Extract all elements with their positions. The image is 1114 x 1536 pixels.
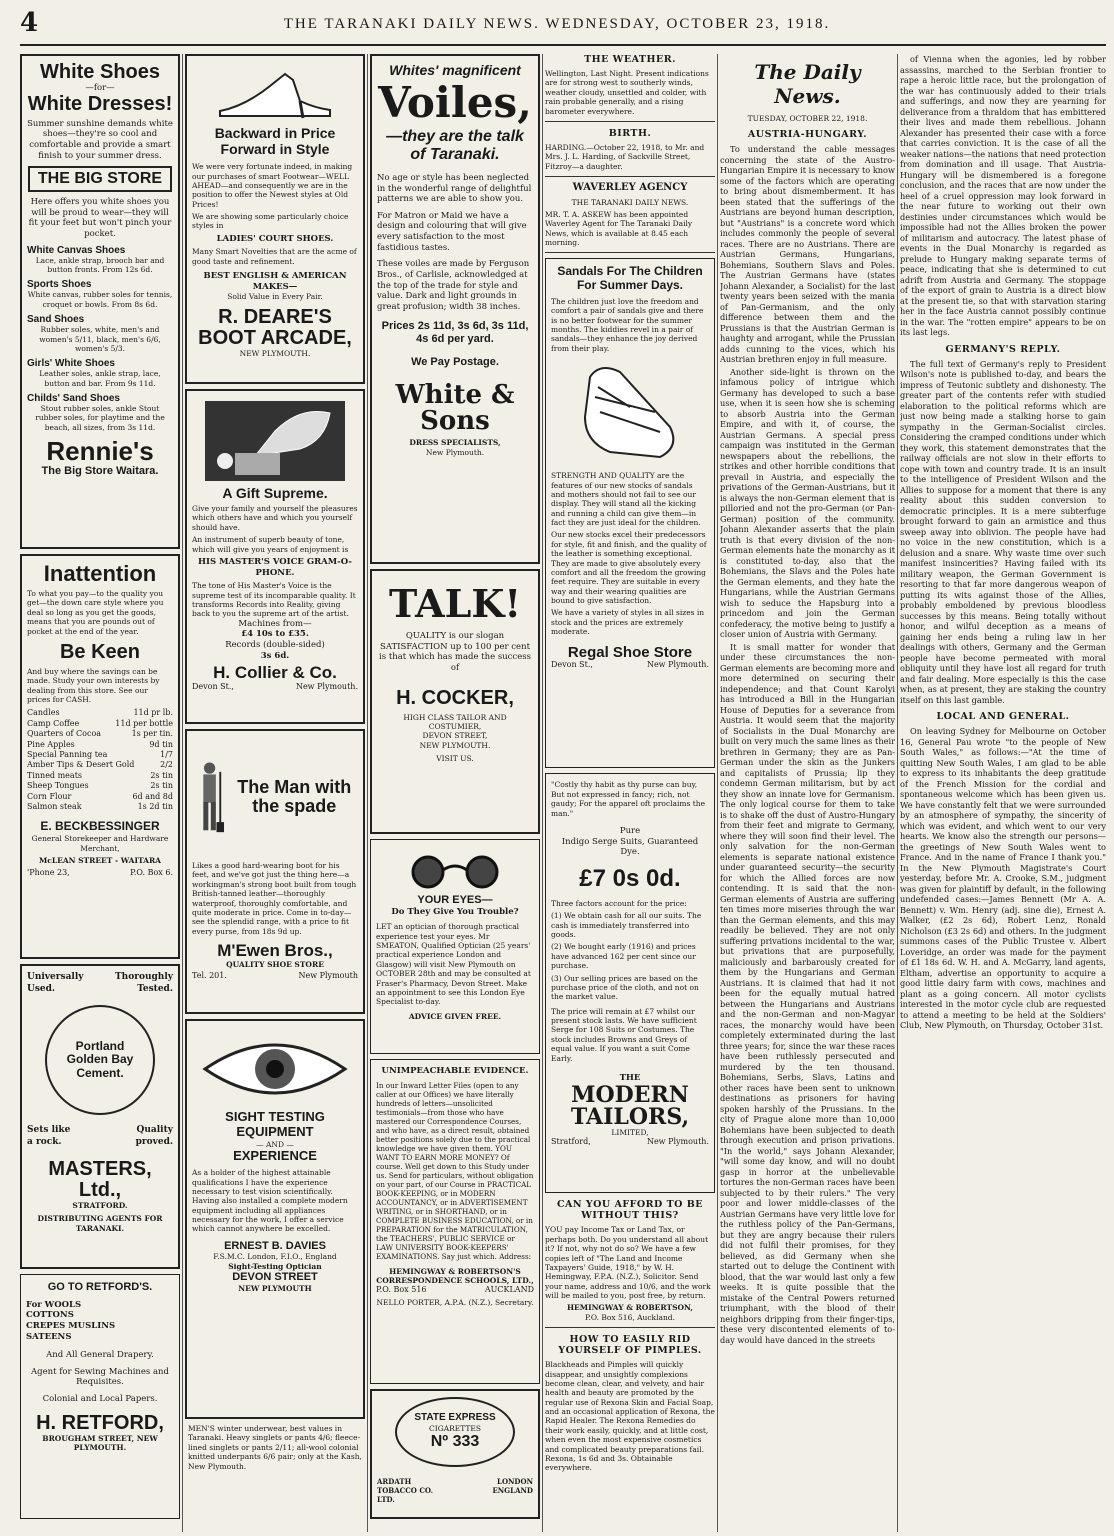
ad-text: Used.	[27, 983, 56, 994]
article-paragraph: It is small matter for wonder that under these circumstances the non-German elements are becoming more and more determined on securing their independence; and that Count Karolyi has introduced a Bill in the Hungarian House of Deputies for a severance from Austria. It would seem that the majority of Socialists in the Dual Monarchy are built on very much the same lines as their brethren in Germany; they are as Pan-German under the skin as the Junkers and capitalists of Prussia; lip they condemn German militarism, but by act they show an innate love for Germanism. The only logical course for them to take is to shake off the dust of Austro-Hungary from their feet and migrate to Germany, where they will soon find their level. The only salvation for the non-German elements is separate national existence under guaranteed security—the security for which the Allied forces are now contending. It is said that the non-German elements of Austria are suffering ten times more miseries through the war than the German elements, and this may readily be believed. They are not only suffering privations incidental to the war, but privations that are purposefully, maliciously and barbarously created for them by the Hungarians and German Austrians. It is claimed that had it not been for the equally mutual hatred between the Hungarians and Austrians and the non-German and non-Magyar races, the monarchy would have been completely exterminated during the last three years; for, since the war these races have been ruthlessly persecuted and murdered by the ten thousand. Bohemians, Serbs, Slavs, Latins and other races have been sent to unknown destinations as prisoners for having spoken harshly of the Prussians. In the city of Prague alone more than 10,000 Bohemians have been subjected to death through execution and prison privations. "In the world," says Johann Alexander, "will some day know, and will no doubt gasp in horror at the unbelievable tortures the non-German races have been subjected to by their rulers." The very poor and lower middle-classes of the Austrian Germans have very little love for the ruthless policy of the Pan-Germans, but they are angry because their rulers did not fulfil their promises, for they believed, as did Germany when she started out to deluge the Continent with blood, that the war would last only a few weeks. It is quite possible that the mistake of the Central Powers returned triumphant, with the blood of their neighbors dripping from their finger-tips, these very discontented elements of to-day would have danced in the streets	[720, 641, 895, 1345]
ad-text: ARDATH TOBACCO CO. LTD.	[377, 1477, 434, 1505]
column-6	[900, 54, 1106, 1532]
ad-text: THE	[619, 1072, 641, 1083]
ad-text: proved.	[135, 1137, 173, 1148]
store-name: E. BECKBESSINGER	[40, 819, 160, 834]
ad-text: —for—	[85, 83, 115, 93]
price-value: 1s 2d tin	[137, 801, 173, 811]
price: 3s 6d.	[260, 650, 290, 661]
ad-text: As a holder of the highest attainable qualifications I have the experience necessary to test vision scientifically. Having also installed a complete modern equipment including all appliances necessary for the work, I offer a service which cannot anywhere be excelled.	[192, 1168, 348, 1234]
ad-text: No age or style has been neglected in the wonderful range of delightful patterns we are able to show you.	[377, 172, 532, 205]
ad-text: LIMITED,	[611, 1127, 649, 1137]
price-row	[27, 771, 173, 781]
ad-text: Machines from—	[238, 618, 312, 629]
store-town: STRATFORD.	[72, 1200, 128, 1210]
article-paragraph: The full text of Germany's reply to President Wilson's note is published to-day, and bears the impress of Teutonic subtlety and dishonesty. The greater part of the contents refer with studied elaboration to the political reforms which are just now being made a stalking horse to gain sympathy in the German-Socialist circles. Considering the cramped conditions under which they work, this statement demonstrates that the railway officials are not slow in their efforts to cope with town and country trade. It is an insult to the intelligence of President Wilson and the Allies to suppose for a moment that there is any reality about this sudden conversion to democratic principles. It is a mere subterfuge brought forward to gain an armistice and thus sweep away into oblivion. The people have had no voice in the new constitution, which is a delusion and a snare. Why waste time over such manifest insincerities? Having failed with its military weapon, the German Government is resorting to that far more dangerous weapon of putting its wits against those of the Allies, probably emboldened by previous bloodless successes by this means. Being totally without honor, and wilful deception as a means of gaining her ends being a ruling law in her dealings with others, Germany and the German people have become permeated with moral obliquity until they have lost all regard for truth and fair dealing. More especially is this the case when, as at present, they are staking the country itself on this last gamble.	[900, 358, 1106, 705]
deare-advert	[185, 54, 365, 384]
store-box: P.O. Box 6.	[130, 868, 173, 878]
smeaton-advert	[370, 839, 540, 1054]
column-divider	[717, 54, 718, 1532]
price-item: Camp Coffee	[27, 718, 80, 728]
store-subtitle: QUALITY SHOE STORE	[226, 959, 324, 969]
ad-headline: Backward in Price	[214, 125, 336, 141]
price-item: Quarters of Cocoa	[27, 729, 102, 739]
spectacles-icon	[400, 850, 510, 890]
ad-text: And All General Drapery.	[46, 1350, 154, 1361]
ad-text: "Costly thy habit as thy purse can buy, But not expressed in fancy; rich, not gaudy; For the apparel oft proclaims the man."	[551, 780, 706, 818]
ad-text: Leather soles, ankle strap, lace, button and bar. From 9s 11d.	[39, 369, 161, 388]
store-address: DEVON STREET	[232, 1271, 318, 1284]
article-heading: AUSTRIA-HUNGARY.	[747, 129, 868, 141]
masthead-rule	[20, 44, 1106, 46]
article-paragraph: On leaving Sydney for Melbourne on October 16, General Pau wrote "to the people of New South Wales," as follows:—"At the time of quitting New South Wales, I am glad to be able to express to its inhabitants the deep gratitude of the French Mission for the cordial and spontaneous welcome which has been given us. We have constantly felt that we were surrounded by an atmosphere of sympathy, the sincerity of which was evident, and which went to our very hearts. We know also the strength our persons—the greetings of New South Wales went to France. And in the name of France I thank you." In the New Plymouth Magistrate's Court yesterday, before Mr. A. Crooke, S.M., judgment was given for plaintiff by default, in the following undefended cases:—James Bennett (Mr A. A. Bennett) v. Wm. Henry (adj. sine die), Ernest A. Walker, (£2 2s 6d), Robert Lenz, Ronald Nicholson (£3 2s 6d) and others. In the judgment summons cases of the Public Trustee v. Albert Loveridge, an order was made for the payment of £1 18s 6d. W. H. and A. McGarry, land agents, Eltham, advertise an opportunity to acquire a good little dairy farm with cows, machines and plant as a going concern. All motor cyclists interested in the motor cycle club are requested to attend a meeting to be held at the Soldiers' Club, New Plymouth, on Thursday, October 31st.	[900, 726, 1106, 1030]
beckbessinger-advert	[20, 554, 180, 959]
article-body	[900, 726, 1106, 1031]
ad-text: These voiles are made by Ferguson Bros., of Carlisle, acknowledged at the top of the trade for style and value. Dark and light grounds in great profusion; width 38 inches.	[377, 259, 530, 312]
price-list	[27, 708, 173, 812]
store-town: NEW PLYMOUTH	[238, 1283, 312, 1293]
ad-text: — AND —	[256, 1139, 294, 1149]
price-value: 6d and 8d	[132, 791, 173, 801]
ad-text: Thoroughly	[114, 972, 173, 982]
ad-text: An instrument of superb beauty of tone, which will give you years of enjoyment is	[192, 535, 349, 554]
store-name: R. DEARE'S BOOT ARCADE,	[198, 305, 352, 349]
article-heading: LOCAL AND GENERAL.	[936, 711, 1070, 722]
ad-text: Our new stocks excel their predecessors for style, fit and finish, and the quality of the leather is something exceptional. They are made to give absolutely every comfort and all the freedom the growing feet require. They are suitable in every way and their wearing qualities are bound to give satisfaction.	[551, 530, 707, 606]
price-value: 1/7	[160, 750, 173, 760]
price-value: 11d pr lb.	[133, 708, 173, 718]
modern-tailors-advert	[545, 773, 715, 1193]
store-town: New Plymouth.	[425, 447, 485, 457]
ad-text: For Matron or Maid we have a design and colouring that will give every satisfaction to the most fastidious tastes.	[377, 210, 527, 253]
ad-text: White canvas, rubber soles for tennis, croquet or bowls. From 8s 6d.	[27, 290, 173, 309]
cement-brand: Portland Golden Bay Cement.	[66, 1038, 134, 1081]
ad-text: We Pay Postage.	[411, 355, 499, 368]
product-name: HIS MASTER'S VOICE GRAM-O-PHONE.	[198, 556, 352, 578]
ad-text: Solid Value in Every Pair.	[227, 292, 323, 302]
kash-notice: MEN'S winter underwear, best values in Taranaki. Heavy singlets or pants 4/6; fleece-lined singlets or pants 2/11; all-wool colonial knitted underpants 6/6 pair; only at the Kash, New Plymouth.	[188, 1424, 362, 1471]
store-town: New Plymouth.	[646, 1136, 709, 1146]
ad-text: ADVICE GIVEN FREE.	[408, 1011, 502, 1021]
ad-text: DISTRIBUTING AGENTS FOR TARANAKI.	[37, 1214, 163, 1233]
ad-text: We have a variety of styles in all sizes in stock and the prices are extremely moderate.	[551, 608, 705, 637]
masthead-title: THE TARANAKI DAILY NEWS. WEDNESDAY, OCTOBER 23, 1918.	[283, 16, 831, 32]
store-town: AUCKLAND	[484, 1285, 534, 1295]
birth-heading: BIRTH.	[608, 127, 652, 139]
ad-text: LET an optician of thorough practical experience test your eyes. Mr SMEATON, Qualified Optician (25 years' practical experience London and Glasgow) will visit New Plymouth on OCTOBER 28th and may be consulted at Fraser's Pharmacy, Devon Street. Make an appointment to see this London Eye Specialist to-day.	[376, 922, 531, 1007]
store-name: HEMINGWAY & ROBERTSON'S CORRESPONDENCE SCHOOLS, LTD.,	[376, 1266, 534, 1285]
price-value: 11d per bottle	[115, 718, 173, 728]
price: Prices 2s 11d, 3s 6d, 3s 11d, 4s 6d per yard.	[381, 320, 529, 346]
store-phone: 'Phone 23,	[27, 868, 70, 878]
ad-headline: The Man with the spade	[237, 777, 352, 816]
ad-text: Sight-Testing Optician	[228, 1261, 322, 1271]
price-row	[27, 729, 173, 739]
mewen-advert	[185, 729, 365, 1014]
dateline: TUESDAY, OCTOBER 22, 1918.	[747, 114, 868, 123]
retford-advert	[20, 1274, 180, 1519]
price-row	[27, 760, 173, 770]
price-item: Candles	[27, 708, 60, 718]
man-with-spade-icon	[192, 737, 227, 857]
price-value: 2/2	[160, 760, 173, 770]
ad-text: Rubber soles, white, men's and women's 5/11, black, men's 6/6, women's 5/3.	[39, 325, 161, 353]
price-item: Special Panning tea	[27, 750, 108, 760]
waverley-text: MR. T. A. ASKEW has been appointed Waverley Agent for The Taranaki Daily News, which is available at 8.45 each morning.	[545, 209, 693, 247]
store-name: H. Collier & Co.	[213, 663, 337, 683]
store-town: NEW PLYMOUTH.	[239, 348, 311, 358]
ad-text: Quality	[136, 1125, 173, 1136]
ad-text: Agent for Sewing Machines and Requisites.	[31, 1366, 169, 1388]
state-express-advert	[370, 1389, 540, 1519]
article-body	[900, 359, 1106, 706]
shoe-icon	[215, 66, 335, 121]
birth-text: HARDING.—October 22, 1918, to Mr. and Mrs. J. L. Harding, of Sackville Street, Fitzroy—a daughter.	[545, 142, 705, 171]
waverley-heading: WAVERLEY AGENCY	[572, 182, 688, 193]
waverley-paper: THE TARANAKI DAILY NEWS.	[571, 197, 689, 207]
eye-icon	[200, 1031, 350, 1106]
ad-subhead: Sports Shoes	[27, 279, 92, 291]
sandal-icon	[570, 357, 690, 467]
ad-headline: Inattention	[43, 561, 157, 586]
pimples-heading: HOW TO EASILY RID YOURSELF OF PIMPLES.	[558, 1334, 702, 1357]
collier-advert	[185, 389, 365, 724]
pimples-text: Blackheads and Pimples will quickly disappear, and unsightly complexions become clean, clear, and velvety, and hair health and beauty are promoted by the regular use of Rexona Skin and Facial Soap, and an occasional application of Rexona, the Rapid Healer. The Rexona Remedies do their work easily, quickly, and at little cost, when even the most expensive cosmetics and complicated beauty preparations fail. Rexona, 1s 6d and 3s. Obtainable everywhere.	[545, 1360, 715, 1473]
state-express-seal-icon	[395, 1397, 515, 1467]
price-item: Corn Flour	[27, 791, 72, 801]
ad-text: QUALITY is our slogan SATISFACTION up to 100 per cent is that which has made the success of	[379, 631, 531, 673]
store-town: New Plymouth	[298, 971, 358, 981]
tax-heading: CAN YOU AFFORD TO BE WITHOUT THIS?	[556, 1199, 704, 1222]
store-footer: The Big Store Waitara.	[41, 465, 159, 478]
ad-text: We are showing some particularly choice styles in	[192, 212, 349, 231]
ad-subhead: Sand Shoes	[27, 314, 85, 326]
ad-headline: EXPERIENCE	[233, 1148, 317, 1164]
ad-text: The price will remain at £7 whilst our present stock lasts. We have sufficient Serge for 108 Suits or Costumes. The stock includes Browns and Greys of equal value. If you want a suit Come Early.	[551, 1006, 697, 1063]
ad-text: The children just love the freedom and comfort a pair of sandals give and there is no better footwear for the summer months. The kiddies revel in a pair of sandals—they enhance the joy derived from their play.	[551, 296, 704, 353]
store-address: DEVON STREET,	[422, 731, 488, 741]
ad-text: LONDON ENGLAND	[492, 1477, 533, 1496]
ad-subhead: White Canvas Shoes	[27, 244, 126, 256]
ad-headline: Be Keen	[59, 640, 141, 663]
regal-shoe-advert	[545, 258, 715, 768]
ad-text: STRENGTH AND QUALITY are the features of our new stocks of sandals and mothers should not fail to see our display. They will stand all the kicking and running a child can give them—in fact they are just ideal for the children.	[551, 471, 701, 528]
store-phone: Tel. 201.	[192, 971, 227, 981]
price-item: Salmon steak	[27, 801, 82, 811]
gramophone-icon	[205, 401, 345, 481]
article-heading: GERMANY'S REPLY.	[945, 343, 1061, 355]
store-name: Regal Shoe Store	[567, 643, 693, 661]
store-address: BROUGHAM STREET, NEW PLYMOUTH.	[42, 1433, 158, 1453]
store-address: Devon St.,	[551, 660, 593, 670]
store-town: New Plymouth.	[646, 660, 709, 670]
ad-headline: Whites' magnificent	[389, 62, 521, 78]
column-divider	[897, 54, 898, 1532]
ad-text: NELLO PORTER, A.P.A. (N.Z.), Secretary.	[376, 1297, 534, 1307]
masters-advert	[20, 964, 180, 1269]
ad-subhead: BEST ENGLISH & AMERICAN MAKES—	[203, 271, 347, 292]
store-name: H. RETFORD,	[36, 1411, 164, 1434]
column-5	[720, 54, 895, 1532]
ad-text: (1) We obtain cash for all our suits. The cash is immediately transferred into goods.	[551, 911, 702, 940]
price-item: Sheep Tongues	[27, 781, 89, 791]
store-town: Stratford,	[551, 1136, 591, 1146]
ad-text: Indigo Serge Suits, Guaranteed Dye.	[561, 836, 699, 858]
column-4	[545, 54, 715, 1532]
store-name: White & Sons	[395, 380, 515, 437]
store-subtitle: DRESS SPECIALISTS,	[409, 438, 501, 448]
ad-text: Tested.	[137, 983, 173, 994]
brand-number: Nº 333	[430, 1433, 480, 1451]
article-continuation	[900, 54, 1106, 338]
ad-headline: TALK!	[388, 581, 522, 626]
ad-text: Stout rubber soles, ankle Stout rubber soles, for playtime and the beach, all sizes, from 3s 11d.	[35, 404, 165, 432]
store-address: Devon St.,	[192, 682, 234, 692]
ad-text: Give your family and yourself the pleasures which others have and which you yourself should have.	[192, 504, 358, 532]
price-value: 2s tin	[150, 781, 173, 791]
ad-text: Likes a good hard-wearing boot for his feet, and we've got just the thing here—a workingman's strong boot built from tough British-tanned leather—thoroughly waterproof, thoroughly comfortable, and quite moderate in price. Come in to-day—see the splendid range, with a price to fit every purse, from 18s 9d up.	[192, 861, 357, 936]
article-paragraph: Another side-light is thrown on the infamous policy of intrigue which Germany has developed to such a base use, when it is seen how she is scheming to absorb Austria into the German Empire, and with it, of course, the Austrian Germans. A special press campaign was instituted in the German newspapers about the rebellions, the strikes and other horrible conditions that prevail in Austria, and especially the privations of the German-Austrians, but it is always the non-German element that is pilloried and not the pro-German (or Pan-German) position of the community. Johann Alexander asserts that the plain truth is that every division of the non-German elements hate the monarchy as it is constituted to-day, also that the Bohemians, the Slavs and the Poles hate the German elements, and they hate the Hungarians, while the Austrian Germans wish to seduce the Hapsburg into a princedom and join the German confederacy, the motive being to justify a closer union of Austria with Germany.	[720, 366, 895, 640]
paper-nameplate: The Daily News.	[754, 60, 861, 108]
ad-text: Sets like	[27, 1125, 71, 1136]
ad-headline: Voiles,	[378, 78, 532, 128]
ad-headline: YOUR EYES—	[417, 894, 493, 906]
price-row	[27, 781, 173, 791]
ad-text: For WOOLS COTTONS CREPES MUSLINS SATEENS	[26, 1299, 116, 1342]
ad-text: CIGARETTES	[429, 1423, 481, 1433]
ad-headline: —they are the talk of Taranaki.	[386, 128, 524, 164]
article-body	[720, 144, 895, 1345]
column-1	[20, 54, 180, 1532]
store-name: M'Ewen Bros.,	[217, 941, 333, 960]
cement-seal-icon	[45, 1005, 155, 1115]
column-3	[370, 54, 540, 1532]
store-name: ERNEST B. DAVIES	[224, 1239, 326, 1252]
price-row	[27, 740, 173, 750]
brand-name: STATE EXPRESS	[414, 1412, 496, 1424]
ad-text: Universally	[27, 972, 84, 982]
price-row	[27, 792, 173, 802]
ad-text: To what you pay—to the quality you get—the down care style where you deal so long as you get the goods, means that you are pounds out of pocket at the end of the year.	[27, 589, 164, 636]
ad-text: HIGH CLASS TAILOR AND COSTUMIER,	[403, 712, 507, 731]
ad-text: VISIT US.	[436, 754, 474, 763]
ad-text: Records (double-sided)	[225, 639, 325, 650]
tax-advertiser: HEMINGWAY & ROBERTSON,	[566, 1303, 694, 1313]
store-name: Rennie's	[46, 436, 154, 467]
column-divider	[182, 54, 183, 1532]
store-name: H. COCKER,	[396, 686, 514, 709]
price-item: Tinned meats	[27, 770, 83, 780]
price: £7 0s 0d.	[579, 864, 681, 892]
price-value: 2s tin	[150, 770, 173, 780]
rennies-advert	[20, 54, 180, 549]
ad-headline: UNIMPEACHABLE EVIDENCE.	[381, 1066, 529, 1076]
ad-text: Three factors account for the price:	[551, 898, 687, 908]
store-town: New Plymouth.	[295, 682, 358, 692]
ad-text: Many Smart Novelties that are the acme of good taste and refinement.	[192, 247, 357, 266]
ad-headline: Sandals For The Children For Summer Days.	[557, 264, 703, 293]
price: £4 10s to £35.	[241, 629, 309, 640]
ad-text: Summer sunshine demands white shoes—they're so cool and comfortable and provide a smart finish to your summer dress.	[27, 118, 173, 161]
ad-text: (2) We bought early (1916) and prices have advanced 162 per cent since our purchase.	[551, 942, 696, 971]
white-sons-advert	[370, 54, 540, 564]
ad-headline: EQUIPMENT	[236, 1123, 314, 1139]
ad-text: The tone of His Master's Voice is the supreme test of its incomparable quality. It transforms Records into Reality, giving back to you the supreme art of the artist.	[192, 581, 356, 619]
ad-text: (3) Our selling prices are based on the purchase price of the cloth, and not on the market value.	[551, 973, 699, 1002]
weather-text: Wellington, Last Night. Present indications are for strong west to southerly winds, weather cloudy, unsettled and colder, with rain probable generally, and a rising barometer everywhere.	[545, 69, 709, 116]
ad-text: General Storekeeper and Hardware Merchant,	[31, 834, 169, 853]
ad-headline: Forward in Style	[220, 141, 330, 158]
tax-box: P.O. Box 516, Auckland.	[585, 1312, 675, 1322]
price-item: Amber Tips & Desert Gold	[27, 760, 135, 770]
ad-headline: SIGHT TESTING	[225, 1109, 325, 1124]
hemingway-advert	[370, 1059, 540, 1384]
ad-headline: White Shoes	[39, 61, 160, 83]
ad-subhead: Girls' White Shoes	[27, 358, 115, 370]
davies-advert	[185, 1019, 365, 1419]
price-row	[27, 719, 173, 729]
ad-subhead: Do They Give You Trouble?	[391, 906, 519, 917]
ad-text: Colonial and Local Papers.	[42, 1394, 158, 1405]
column-2	[185, 54, 365, 1532]
ad-headline: GO TO RETFORD'S.	[47, 1281, 153, 1293]
store-name: MASTERS, Ltd.,	[48, 1157, 152, 1201]
ad-text: We were very fortunate indeed, in making our purchases of smart Footwear—WELL AHEAD—and consequently we are in the position to offer the Newest styles at Old Prices!	[192, 162, 353, 209]
price-row	[27, 802, 173, 812]
price-row	[27, 708, 173, 718]
ad-text: In our Inward Letter Files (open to any caller at our Offices) we have literally hundreds of letters—unsolicited testimonials—from those who have mastered our Correspondence Courses, and who have, as a direct result, obtained better positions solely due to the practical knowledge we have given them. YOU WANT TO EARN MORE MONEY? Of course. Well get down to this Study under us. Send for particulars, without obligation on your part, of our Course in PRACTICAL BOOK-KEEPING, or in MODERN ACCOUNTANCY, or in ADVERTISEMENT WRITING, or in SHORTHAND, or in COMPLETE BUSINESS EDUCATION, or in PREPARATION for the MATRICULATION, the TEACHERS', PUBLIC SERVICE or LAW UNIVERSITY BOOK-KEEPERS' EXAMINATIONS. Say just which. Address:	[376, 1080, 534, 1261]
ad-headline: White Dresses!	[27, 92, 173, 115]
store-box: P.O. Box 516	[376, 1285, 427, 1295]
ad-subhead: Childs' Sand Shoes	[27, 393, 120, 404]
column-divider	[542, 54, 543, 1532]
store-town: NEW PLYMOUTH.	[419, 740, 491, 750]
price-row	[27, 750, 173, 760]
store-name: MODERN TAILORS,	[570, 1081, 690, 1130]
weather-heading: THE WEATHER.	[584, 54, 676, 65]
price-value: 9d tin	[149, 739, 173, 749]
store-address: McLEAN STREET - WAITARA	[38, 855, 162, 865]
price-item: Pine Apples	[27, 739, 75, 749]
ad-text: F.S.M.C. London, F.I.O., England	[213, 1252, 337, 1262]
price-value: 1s per tin.	[131, 729, 173, 739]
ad-subhead: LADIES' COURT SHOES.	[216, 233, 334, 244]
tax-text: YOU pay Income Tax or Land Tax, or perhaps both. Do you understand all about it? If not, why not do so? We have a few copies left of "The Land and Income Taxpayers' Guide, 1918," by W. H. Hemingway, F.P.A. (N.Z.), Solicitor. Send your name, address and 10/6, and the work will be mailed to you, post free, by return.	[545, 1225, 711, 1300]
column-divider	[367, 54, 368, 1532]
ad-text: Here offers you white shoes you will be proud to wear—they will fit your feet but won't pinch your pocket.	[28, 197, 172, 239]
ad-text: a rock.	[27, 1137, 62, 1148]
page-number: 4	[20, 8, 39, 38]
masthead	[0, 0, 1114, 50]
cocker-advert	[370, 569, 540, 834]
big-store-logo: THE BIG STORE	[28, 166, 172, 192]
ad-text: Lace, ankle strap, brooch bar and button fronts. From 12s 6d.	[35, 255, 165, 274]
article-paragraph: To understand the cable messages concerning the state of the Austro-Hungarian Empire it is necessary to know some of the factors which are operating to bring about dismemberment. It has been stated that the sufferings of the Austrians are beyond human description, but "Austrians" is a concrete word which includes commonly the people of several races. There are no Austrians. There are Austrian Germans, Hungarians, Bohemians, Southern Slavs and Poles. The Austrian Germans have (states Johann Alexander, a Socialist) for the last twenty years been seized with the mania of Pan-Germanism, and the only difference between them and the Prussians is that the Austrian German is haughty and arrogant, while the Prussian adds cunning to the vices, which his Austrian brethren enjoy in full measure.	[720, 144, 895, 365]
ad-headline: A Gift Supreme.	[222, 485, 328, 501]
article-paragraph: of Vienna when the agonies, led by robber assassins, marched to the Serbian frontier to rape a heroic little race, but the prolongation of the war has continuously added to their trials and sufferings, and now they are yearning for deliverance from a thraldom that has embittered their lives and made them rebellious. Johann Alexander has presented their case with a force that carries conviction. It is the case of all the weaker nations—the nations that need protection from domination and ill usage. That Austria-Hungary will be dismembered is a foregone conclusion, and the races that are now under the heel of a cruel oppression may look forward in the near future to working out their own destinies under circumstances which would be impossible had not the Allies broken the power of militarism and autocracy. The latest phase of events in the Dual Monarchy is regarded as prelude to Hungary making separate terms of peace, indicating that she is determined to cut adrift from Austria and Germany. The stoppage of the export of grain to Austria is a direct blow at the present tie, so that with starvation staring her in the face Austria cannot possibly continue in the war. The "rotten empire" appears to be on its last legs.	[900, 54, 1106, 337]
ad-text: And buy where the savings can be made. Study your own interests by dealing from this store. See our prices for CASH.	[27, 666, 160, 705]
ad-text: Pure	[619, 825, 641, 836]
